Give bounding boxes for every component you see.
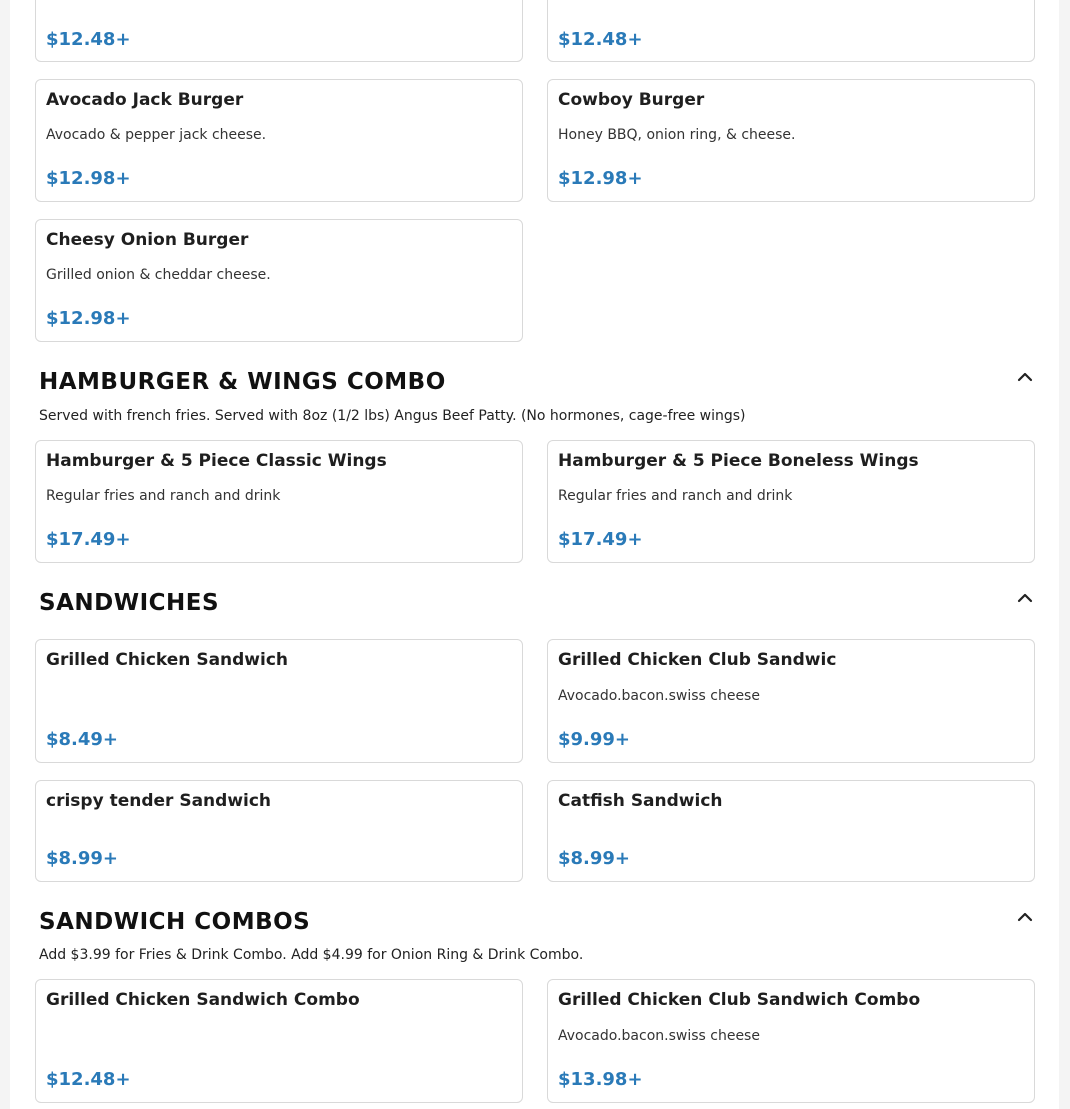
menu-item-card[interactable] xyxy=(547,780,1035,882)
item-price: $12.98+ xyxy=(558,168,643,189)
item-description: Honey BBQ, onion ring, & cheese. xyxy=(558,127,796,143)
item-name: Grilled Chicken Club Sandwich Combo xyxy=(558,990,921,1010)
item-price: $12.48+ xyxy=(46,29,131,50)
item-price: $13.98+ xyxy=(558,1069,643,1090)
item-name: Grilled Chicken Sandwich Combo xyxy=(46,990,360,1010)
menu-item-card[interactable] xyxy=(547,979,1035,1103)
item-name: Hamburger & 5 Piece Classic Wings xyxy=(46,451,387,471)
section-description: Served with french fries. Served with 8oz (1/2 lbs) Angus Beef Patty. (No hormones, cage-free wings) xyxy=(39,408,746,424)
menu-item-card[interactable] xyxy=(547,440,1035,563)
item-name: Avocado Jack Burger xyxy=(46,90,244,110)
menu-item-card[interactable] xyxy=(547,0,1035,62)
item-description: Regular fries and ranch and drink xyxy=(46,488,281,504)
item-price: $12.98+ xyxy=(46,168,131,189)
section-title: HAMBURGER & WINGS COMBO xyxy=(39,369,446,395)
section-title: SANDWICH COMBOS xyxy=(39,909,311,935)
item-price: $12.48+ xyxy=(46,1069,131,1090)
item-name: Grilled Chicken Sandwich xyxy=(46,650,289,670)
item-name: crispy tender Sandwich xyxy=(46,791,272,811)
item-name: Catfish Sandwich xyxy=(558,791,723,811)
item-price: $9.99+ xyxy=(558,729,631,750)
chevron-up-icon[interactable] xyxy=(1015,910,1035,924)
item-price: $8.99+ xyxy=(46,848,119,869)
menu-item-card[interactable] xyxy=(35,639,523,763)
section-title: SANDWICHES xyxy=(39,590,220,616)
item-description: Avocado.bacon.swiss cheese xyxy=(558,1028,760,1044)
menu-item-card[interactable] xyxy=(35,219,523,342)
menu-item-card[interactable] xyxy=(35,440,523,563)
item-description: Avocado & pepper jack cheese. xyxy=(46,127,267,143)
item-description: Avocado.bacon.swiss cheese xyxy=(558,688,760,704)
chevron-up-icon[interactable] xyxy=(1015,591,1035,605)
menu-item-card[interactable] xyxy=(35,979,523,1103)
item-price: $17.49+ xyxy=(558,529,643,550)
menu-item-card[interactable] xyxy=(547,79,1035,202)
menu-item-card[interactable] xyxy=(547,639,1035,763)
item-price: $12.98+ xyxy=(46,308,131,329)
chevron-up-icon[interactable] xyxy=(1015,370,1035,384)
section-description: Add $3.99 for Fries & Drink Combo. Add $4.99 for Onion Ring & Drink Combo. xyxy=(39,947,584,963)
item-price: $8.49+ xyxy=(46,729,119,750)
item-description: Regular fries and ranch and drink xyxy=(558,488,793,504)
item-description: Grilled onion & cheddar cheese. xyxy=(46,267,271,283)
item-name: Cowboy Burger xyxy=(558,90,705,110)
item-price: $12.48+ xyxy=(558,29,643,50)
menu-page xyxy=(10,0,1059,1109)
item-price: $8.99+ xyxy=(558,848,631,869)
item-price: $17.49+ xyxy=(46,529,131,550)
item-name: Cheesy Onion Burger xyxy=(46,230,249,250)
item-name: Hamburger & 5 Piece Boneless Wings xyxy=(558,451,919,471)
item-name: Grilled Chicken Club Sandwic xyxy=(558,650,837,670)
menu-item-card[interactable] xyxy=(35,0,523,62)
menu-item-card[interactable] xyxy=(35,79,523,202)
menu-item-card[interactable] xyxy=(35,780,523,882)
